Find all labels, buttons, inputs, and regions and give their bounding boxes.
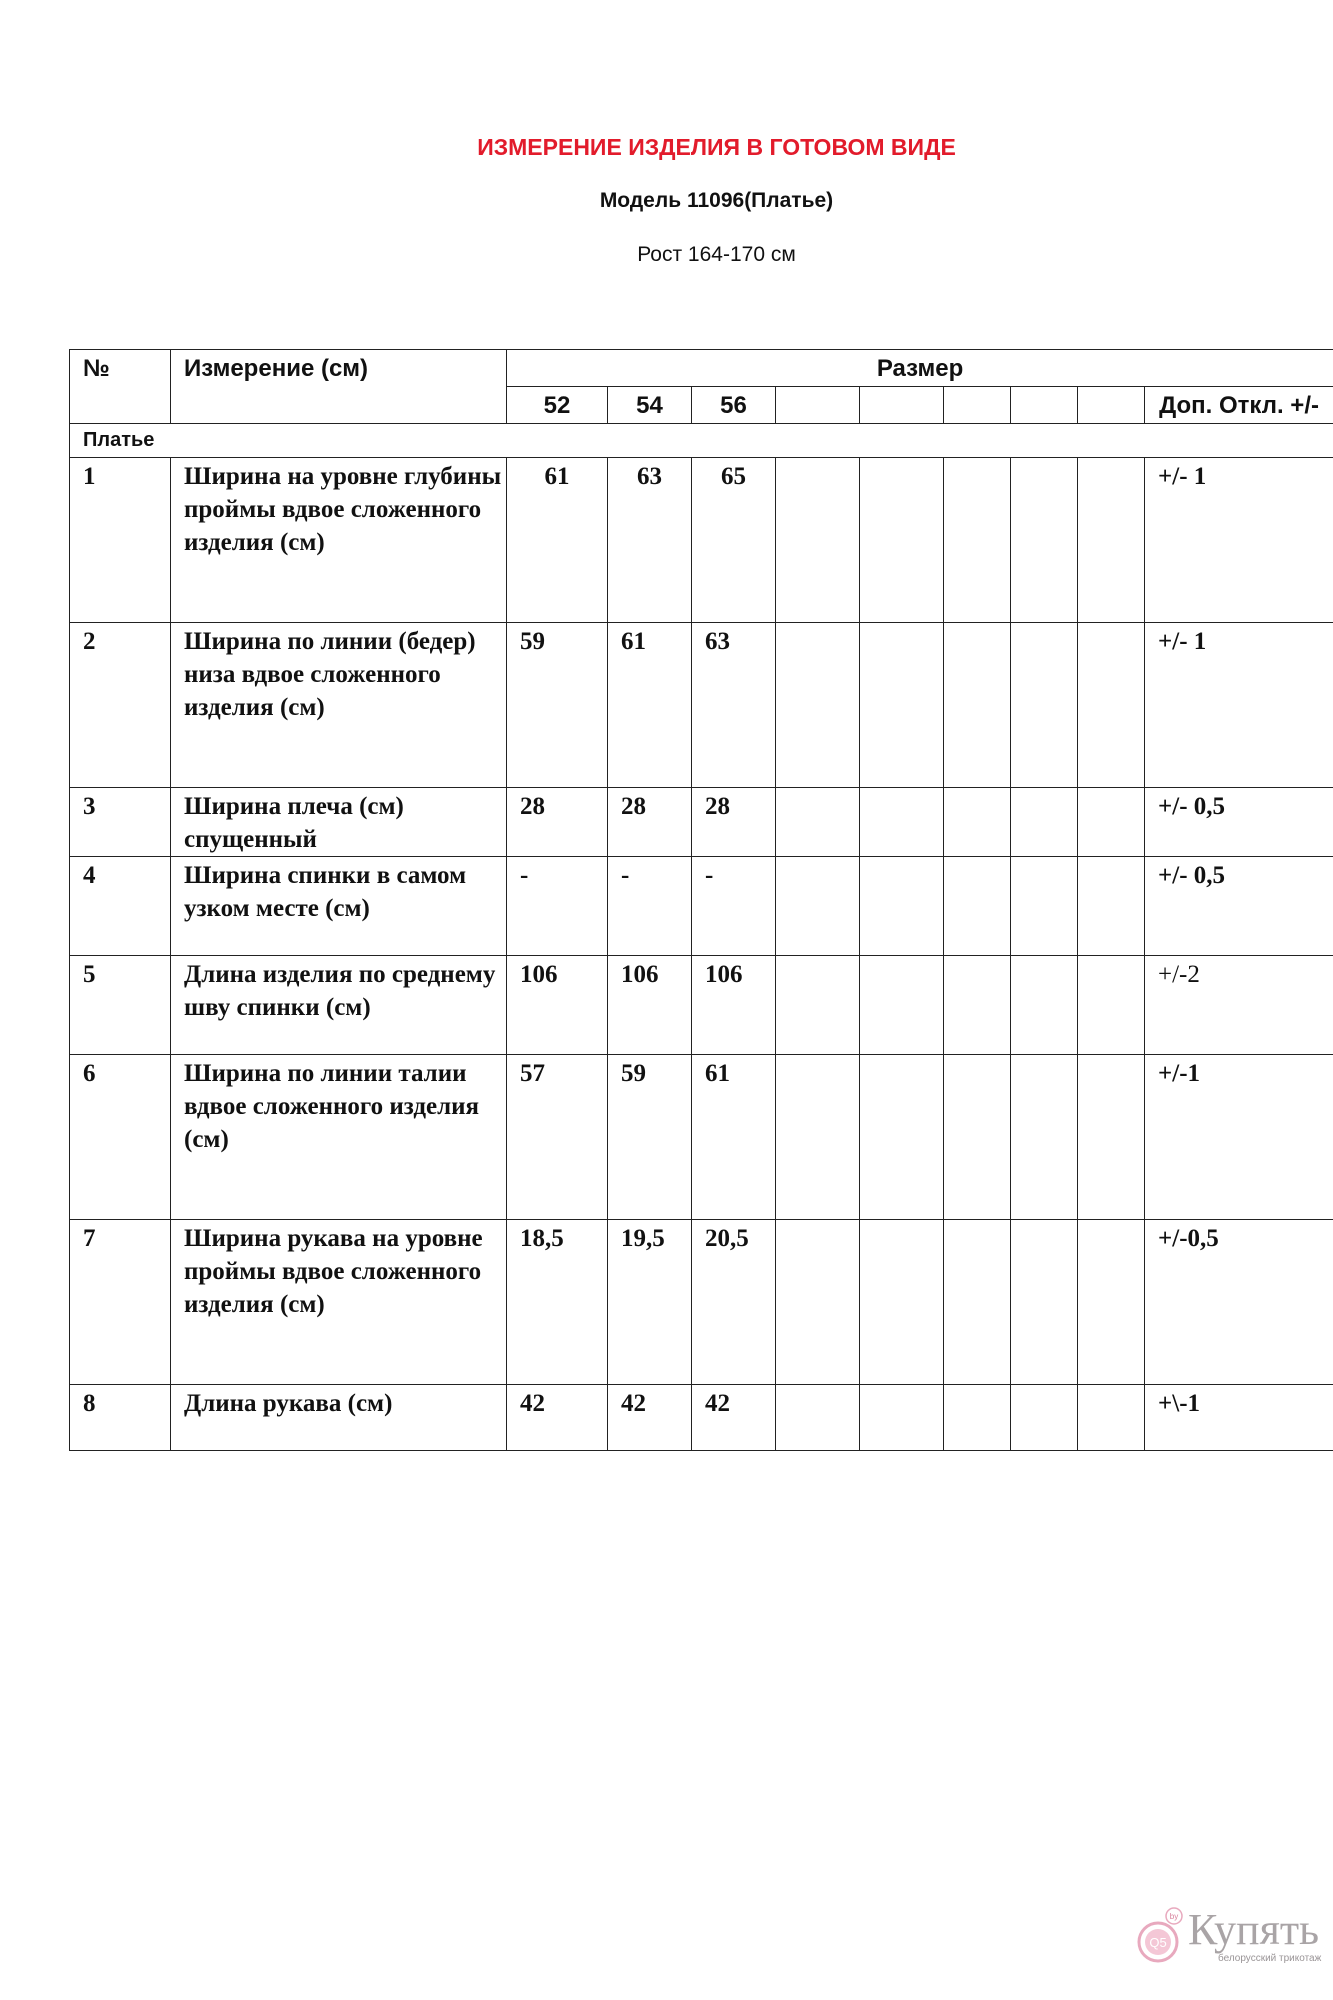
empty-cell [1011,387,1078,424]
empty-cell [860,458,944,623]
empty-cell [1078,623,1145,788]
row-value: 28 [692,788,776,857]
empty-cell [944,1055,1011,1220]
size-label: 54 [608,387,692,424]
row-measurement: Длина изделия по среднему шву спинки (см) [171,956,507,1055]
row-value: - [608,857,692,956]
row-value: 61 [692,1055,776,1220]
row-number: 3 [70,788,171,857]
row-value: 59 [507,623,608,788]
measurements-table [69,349,1333,1451]
table-row [70,458,1333,623]
empty-cell [944,857,1011,956]
header-row [70,350,1333,387]
empty-cell [776,387,860,424]
empty-cell [860,387,944,424]
size-label: 52 [507,387,608,424]
row-value: 57 [507,1055,608,1220]
empty-cell [944,623,1011,788]
row-tolerance: +/- 1 [1145,623,1333,788]
row-measurement: Ширина по линии талии вдвое сложенного изделия (см) [171,1055,507,1220]
row-number: 7 [70,1220,171,1385]
size-label: 56 [692,387,776,424]
table-row [70,857,1333,956]
empty-cell [860,1055,944,1220]
row-measurement: Ширина плеча (см) спущенный [171,788,507,857]
svg-text:Q5: Q5 [1149,1935,1167,1950]
row-value: 59 [608,1055,692,1220]
empty-cell [944,956,1011,1055]
empty-cell [860,956,944,1055]
empty-cell [1078,1055,1145,1220]
table-row [70,1385,1333,1451]
table-row [70,788,1333,857]
empty-cell [776,788,860,857]
empty-cell [776,1055,860,1220]
document-title: ИЗМЕРЕНИЕ ИЗДЕЛИЯ В ГОТОВОМ ВИДЕ [477,134,956,160]
row-value: 42 [692,1385,776,1451]
row-value: 63 [692,623,776,788]
row-value: 18,5 [507,1220,608,1385]
empty-cell [1078,857,1145,956]
empty-cell [944,1220,1011,1385]
row-number: 5 [70,956,171,1055]
row-value: 42 [608,1385,692,1451]
empty-cell [944,788,1011,857]
row-value: - [507,857,608,956]
row-measurement: Ширина на уровне глубины проймы вдвое сложенного изделия (см) [171,458,507,623]
header-tolerance: Доп. Откл. +/- [1145,387,1333,424]
row-value: 106 [608,956,692,1055]
row-tolerance: +\-1 [1145,1385,1333,1451]
row-value: - [692,857,776,956]
row-number: 2 [70,623,171,788]
row-tolerance: +/- 1 [1145,458,1333,623]
row-number: 6 [70,1055,171,1220]
model-name: Модель 11096(Платье) [599,189,834,212]
empty-cell [1011,1220,1078,1385]
row-value: 19,5 [608,1220,692,1385]
empty-cell [1078,788,1145,857]
header-size: Размер [507,350,1333,387]
empty-cell [860,1220,944,1385]
empty-cell [944,387,1011,424]
empty-cell [1078,1385,1145,1451]
row-value: 42 [507,1385,608,1451]
empty-cell [860,788,944,857]
table-row [70,623,1333,788]
row-measurement: Ширина рукава на уровне проймы вдвое сложенного изделия (см) [171,1220,507,1385]
section-row [70,424,1333,458]
height-range: Рост 164-170 см [637,243,796,266]
empty-cell [1011,623,1078,788]
row-value: 20,5 [692,1220,776,1385]
empty-cell [1011,458,1078,623]
row-tolerance: +/-0,5 [1145,1220,1333,1385]
empty-cell [776,623,860,788]
empty-cell [860,857,944,956]
brand-tagline: белорусский трикотаж [1218,1953,1322,1964]
section-label: Платье [70,424,1333,458]
empty-cell [776,857,860,956]
table-row [70,1220,1333,1385]
brand-name: Купять [1188,1905,1320,1954]
row-tolerance: +/- 0,5 [1145,788,1333,857]
row-value: 61 [608,623,692,788]
row-tolerance: +/- 0,5 [1145,857,1333,956]
row-value: 61 [507,458,608,623]
row-number: 8 [70,1385,171,1451]
empty-cell [1078,1220,1145,1385]
empty-cell [776,458,860,623]
row-value: 65 [692,458,776,623]
row-tolerance: +/-1 [1145,1055,1333,1220]
row-measurement: Ширина спинки в самом узком месте (см) [171,857,507,956]
row-value: 28 [507,788,608,857]
row-value: 106 [507,956,608,1055]
empty-cell [1011,788,1078,857]
row-measurement: Ширина по линии (бедер) низа вдвое сложенного изделия (см) [171,623,507,788]
header-measurement: Измерение (см) [171,350,507,424]
empty-cell [1011,1055,1078,1220]
row-number: 1 [70,458,171,623]
header-number: № [70,350,171,424]
empty-cell [776,956,860,1055]
row-tolerance: +/-2 [1145,956,1333,1055]
table-row [70,956,1333,1055]
empty-cell [1011,956,1078,1055]
empty-cell [776,1220,860,1385]
empty-cell [1011,1385,1078,1451]
row-value: 106 [692,956,776,1055]
empty-cell [776,1385,860,1451]
row-number: 4 [70,857,171,956]
row-value: 28 [608,788,692,857]
row-measurement: Длина рукава (см) [171,1385,507,1451]
empty-cell [860,1385,944,1451]
badge-text: by [1169,1912,1179,1921]
empty-cell [1011,857,1078,956]
empty-cell [944,1385,1011,1451]
empty-cell [1078,458,1145,623]
empty-cell [1078,956,1145,1055]
empty-cell [860,623,944,788]
row-value: 63 [608,458,692,623]
table-row [70,1055,1333,1220]
empty-cell [944,458,1011,623]
empty-cell [1078,387,1145,424]
